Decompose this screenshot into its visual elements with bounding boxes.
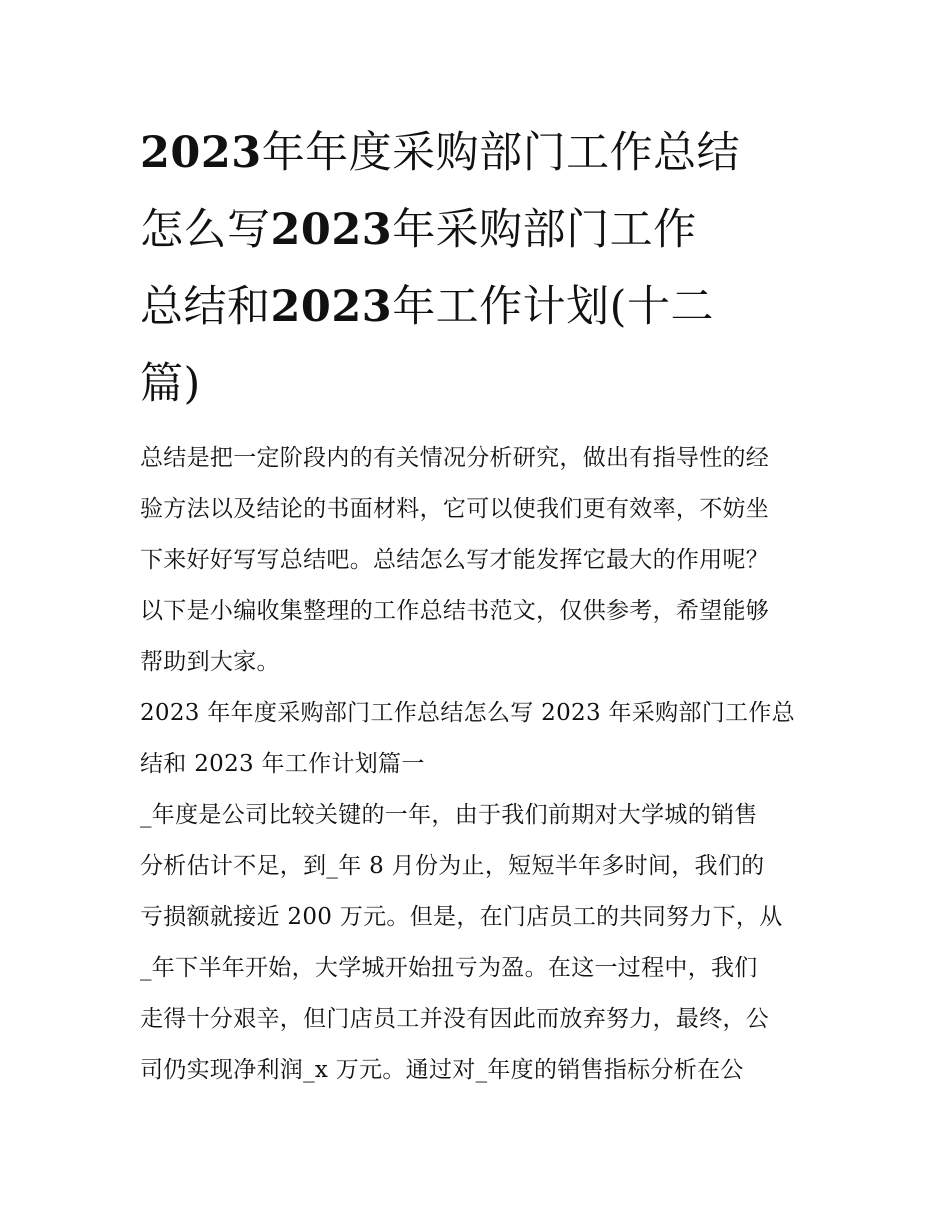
document-page bbox=[140, 115, 812, 1096]
section-heading-line: 结和 2023 年工作计划篇一 bbox=[140, 751, 425, 777]
title-line-1 bbox=[140, 115, 812, 192]
title-text: 年年度采购部门工作总结 bbox=[261, 128, 741, 178]
title-text: 年工作计划(十二 bbox=[392, 282, 714, 332]
title-year: 2023 bbox=[140, 128, 262, 178]
body-line: _年度是公司比较关键的一年，由于我们前期对大学城的销售 bbox=[140, 802, 758, 828]
body-line: 总结是把一定阶段内的有关情况分析研究，做出有指导性的经 bbox=[140, 445, 770, 471]
document-body bbox=[140, 433, 812, 1096]
body-line: 以下是小编收集整理的工作总结书范文，仅供参考，希望能够 bbox=[140, 598, 770, 624]
title-prefix: 怎么写 bbox=[140, 205, 271, 255]
section-heading-line: 2023 年年度采购部门工作总结怎么写 2023 年采购部门工作总 bbox=[140, 700, 795, 726]
body-line: 亏损额就接近 200 万元。但是，在门店员工的共同努力下，从 bbox=[140, 904, 783, 930]
body-line: 下来好好写写总结吧。总结怎么写才能发挥它最大的作用呢？ bbox=[140, 547, 770, 573]
body-line: 走得十分艰辛，但门店员工并没有因此而放弃努力，最终，公 bbox=[140, 1006, 770, 1032]
body-line: 分析估计不足，到_年 8 月份为止，短短半年多时间，我们的 bbox=[140, 853, 765, 879]
body-line: 司仍实现净利润_x 万元。通过对_年度的销售指标分析在公 bbox=[140, 1057, 744, 1083]
title-prefix: 总结和 bbox=[140, 282, 271, 332]
body-line: 验方法以及结论的书面材料，它可以使我们更有效率，不妨坐 bbox=[140, 496, 770, 522]
title-year: 2023 bbox=[270, 205, 393, 255]
title-line-2 bbox=[140, 192, 812, 269]
body-line: _年下半年开始，大学城开始扭亏为盈。在这一过程中，我们 bbox=[140, 955, 758, 981]
title-line-4 bbox=[140, 346, 812, 423]
title-text: 年采购部门工作 bbox=[392, 205, 697, 255]
body-line: 帮助到大家。 bbox=[140, 649, 280, 675]
document-title bbox=[140, 115, 812, 423]
title-line-3 bbox=[140, 269, 812, 346]
title-text: 篇) bbox=[140, 359, 201, 409]
title-year: 2023 bbox=[270, 282, 393, 332]
